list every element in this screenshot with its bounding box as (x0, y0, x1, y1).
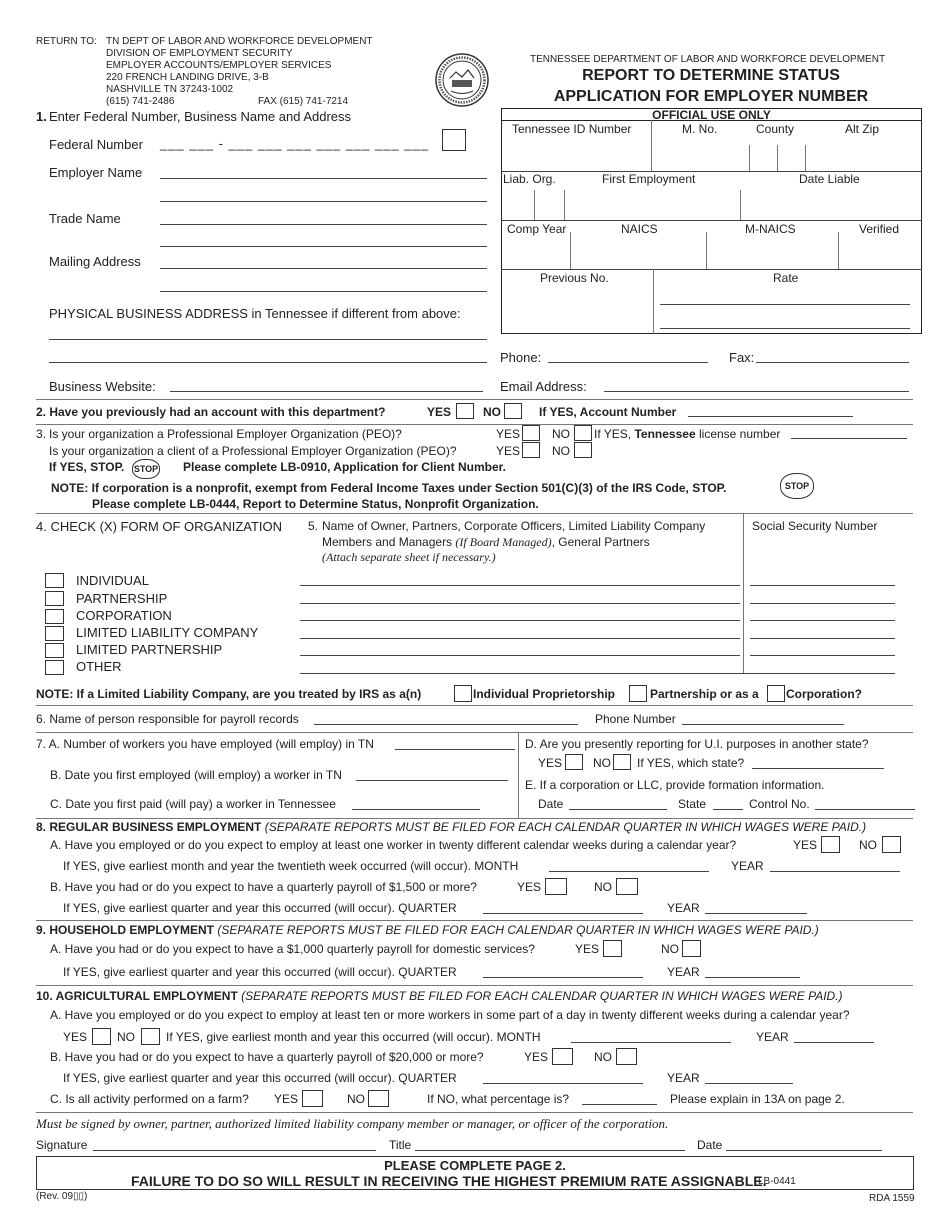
footer-line-2: FAILURE TO DO SO WILL RESULT IN RECEIVING THE HIGHEST PREMIUM RATE ASSIGNABLE. (131, 1173, 767, 1189)
s8a-year-input[interactable] (770, 871, 900, 872)
physical-address-input-2[interactable] (49, 362, 487, 363)
physical-address-label: PHYSICAL BUSINESS ADDRESS in Tennessee if different from above: (49, 306, 461, 321)
employer-name-label: Employer Name (49, 165, 143, 180)
llc-note: NOTE: If a Limited Liability Company, are you treated by IRS as a(n) (36, 687, 422, 701)
trade-name-label: Trade Name (49, 211, 121, 226)
org-other-checkbox[interactable] (45, 660, 64, 675)
s7e-date-input[interactable] (569, 809, 667, 810)
s8b-yes-checkbox[interactable] (545, 878, 567, 895)
s10a-month-label: If YES, give earliest month and year this occurred (will occur). MONTH (166, 1030, 541, 1044)
page-title: REPORT TO DETERMINE STATUS (582, 67, 840, 84)
return-phone: (615) 741-2486 (106, 96, 175, 107)
date-label: Date (697, 1138, 723, 1152)
s3-client-question: Is your organization a client of a Professional Employer Organization (PEO)? (49, 444, 457, 458)
s3-q1-no-label: NO (552, 427, 570, 441)
s10a-no-checkbox[interactable] (141, 1028, 160, 1045)
email-label: Email Address: (500, 379, 587, 394)
s9a-year-input[interactable] (705, 977, 800, 978)
s3-license-input[interactable] (791, 438, 907, 439)
s10c-explain-label: Please explain in 13A on page 2. (670, 1092, 845, 1106)
s9a-quarter-label: If YES, give earliest quarter and year this occurred (will occur). QUARTER (63, 965, 457, 979)
org-lp-checkbox[interactable] (45, 643, 64, 658)
s10c-no-checkbox[interactable] (368, 1090, 389, 1107)
s8a-yes-checkbox[interactable] (821, 836, 840, 853)
s3-note-line-2: Please complete LB-0444, Report to Determine Status, Nonprofit Organization. (92, 497, 539, 511)
s3-stop-text: If YES, STOP. (49, 460, 125, 474)
llc-corporation-checkbox[interactable] (767, 685, 785, 702)
s3-q1-yes-checkbox[interactable] (522, 425, 540, 441)
s3-note-line-1: NOTE: If corporation is a nonprofit, exempt from Federal Income Taxes under Section 501(C)(3) of the IRS Code, STOP. (51, 481, 727, 495)
section-1-number: 1. (36, 109, 47, 124)
s10a-month-input[interactable] (571, 1042, 731, 1043)
ssn-label: Social Security Number (752, 519, 878, 533)
s8a-no-label: NO (859, 838, 877, 852)
title-input[interactable] (415, 1150, 685, 1151)
s3-complete-text: Please complete LB-0910, Application for Client Number. (183, 460, 506, 474)
s7c-label: C. Date you first paid (will pay) a worker in Tennessee (50, 797, 336, 811)
return-line: 220 FRENCH LANDING DRIVE, 3-B (106, 72, 269, 83)
s10c-percentage-label: If NO, what percentage is? (427, 1092, 570, 1106)
s9a-yes-label: YES (575, 942, 600, 956)
org-corporation-label: CORPORATION (76, 608, 172, 623)
owner-name-input-2[interactable] (300, 603, 740, 604)
title-label: Title (389, 1138, 412, 1152)
ssn-input-4[interactable] (750, 638, 895, 639)
section-9-header: 9. HOUSEHOLD EMPLOYMENT (SEPARATE REPORTS MUST BE FILED FOR EACH CALENDAR QUARTER IN WHICH WAGES WERE PAID.) (36, 923, 819, 937)
s8b-quarter-input[interactable] (483, 913, 643, 914)
s9a-question: A. Have you had or do you expect to have a $1,000 quarterly payroll for domestic services? (50, 942, 535, 956)
email-input[interactable] (604, 391, 909, 392)
s10c-yes-checkbox[interactable] (302, 1090, 323, 1107)
naics-label: NAICS (621, 222, 658, 236)
owner-name-input-3[interactable] (300, 620, 740, 621)
s8b-year-input[interactable] (705, 913, 807, 914)
dept-name: TENNESSEE DEPARTMENT OF LABOR AND WORKFORCE DEVELOPMENT (530, 54, 886, 65)
s2-no-label: NO (483, 405, 501, 419)
s7d-yes-label: YES (538, 756, 563, 770)
section-2-question: 2. Have you previously had an account with this department? (36, 405, 386, 419)
llc-individual-label: Individual Proprietorship (473, 687, 616, 701)
tn-id-label: Tennessee ID Number (512, 122, 632, 136)
s8b-no-checkbox[interactable] (616, 878, 638, 895)
s8b-year-label: YEAR (667, 901, 700, 915)
s7b-label: B. Date you first employed (will employ) a worker in TN (50, 768, 342, 782)
s10a-yes-label: YES (63, 1030, 88, 1044)
ssn-input-1[interactable] (750, 585, 895, 586)
official-use-box (501, 108, 922, 334)
s10c-question: C. Is all activity performed on a farm? (50, 1092, 249, 1106)
s9a-quarter-input[interactable] (483, 977, 643, 978)
fax-label: Fax: (729, 350, 755, 365)
ssn-input-3[interactable] (750, 620, 895, 621)
rda-number: RDA 1559 (869, 1193, 915, 1204)
s8b-no-label: NO (594, 880, 612, 894)
section-6-label: 6. Name of person responsible for payroll records (36, 712, 299, 726)
mailing-address-input[interactable] (160, 268, 487, 269)
llc-partnership-label: Partnership or as a (650, 687, 759, 701)
s2-yes-checkbox[interactable] (456, 403, 474, 419)
first-employment-label: First Employment (602, 172, 696, 186)
mailing-address-input-2[interactable] (160, 291, 487, 292)
s7e-label: E. If a corporation or LLC, provide formation information. (525, 778, 825, 792)
s8b-question: B. Have you had or do you expect to have a quarterly payroll of $1,500 or more? (50, 880, 477, 894)
s2-no-checkbox[interactable] (504, 403, 522, 419)
s10a-year-input[interactable] (794, 1042, 874, 1043)
federal-number-label: Federal Number (49, 137, 143, 152)
s7d-no-checkbox[interactable] (613, 754, 631, 770)
s8a-question: A. Have you employed or do you expect to employ at least one worker in twenty different calendar weeks during a calendar year? (50, 838, 737, 852)
s10b-year-label: YEAR (667, 1071, 700, 1085)
s9a-no-label: NO (661, 942, 679, 956)
owner-name-input-1[interactable] (300, 585, 740, 586)
employer-name-input-2[interactable] (160, 201, 487, 202)
s10b-yes-label: YES (524, 1050, 549, 1064)
footer-line-1: PLEASE COMPLETE PAGE 2. (384, 1158, 566, 1173)
s7a-label: 7. A. Number of workers you have employed (will employ) in TN (36, 737, 374, 751)
date-input[interactable] (726, 1150, 882, 1151)
s10b-no-checkbox[interactable] (616, 1048, 637, 1065)
s3-q2-no-checkbox[interactable] (574, 442, 592, 458)
s8b-quarter-label: If YES, give earliest quarter and year this occurred (will occur). QUARTER (63, 901, 457, 915)
s10a-year-label: YEAR (756, 1030, 789, 1044)
signature-note: Must be signed by owner, partner, authorized limited liability company member or manager, or officer of the corporation. (36, 1116, 669, 1131)
return-line: DIVISION OF EMPLOYMENT SECURITY (106, 48, 293, 59)
owner-name-input-4[interactable] (300, 638, 740, 639)
revision-label: (Rev. 09▯▯) (36, 1191, 88, 1202)
return-to-label: RETURN TO: (36, 36, 97, 47)
s9a-no-checkbox[interactable] (682, 940, 701, 957)
s9a-year-label: YEAR (667, 965, 700, 979)
s5-line-3: (Attach separate sheet if necessary.) (322, 550, 496, 564)
s7d-yes-checkbox[interactable] (565, 754, 583, 770)
trade-name-input-2[interactable] (160, 246, 487, 247)
m-naics-label: M-NAICS (745, 222, 796, 236)
fax-input[interactable] (756, 362, 909, 363)
federal-number-input[interactable]: ___ ___ - ___ ___ ___ ___ ___ ___ ___ (160, 136, 430, 151)
physical-address-input[interactable] (49, 339, 487, 340)
org-individual-checkbox[interactable] (45, 573, 64, 588)
s10c-percentage-input[interactable] (582, 1104, 657, 1105)
employer-name-input[interactable] (160, 178, 487, 179)
section-10-header: 10. AGRICULTURAL EMPLOYMENT (SEPARATE REPORTS MUST BE FILED FOR EACH CALENDAR QUARTER IN WHICH WAGES WERE PAID.) (36, 989, 843, 1003)
s10b-question: B. Have you had or do you expect to have a quarterly payroll of $20,000 or more? (50, 1050, 484, 1064)
section-4-title: 4. CHECK (X) FORM OF ORGANIZATION (36, 519, 283, 534)
s7a-input[interactable] (395, 749, 515, 750)
s7e-state-input[interactable] (713, 809, 743, 810)
signature-label: Signature (36, 1138, 88, 1152)
alt-zip-label: Alt Zip (845, 122, 880, 136)
org-corporation-checkbox[interactable] (45, 609, 64, 624)
s3-q1-no-checkbox[interactable] (574, 425, 592, 441)
s10a-yes-checkbox[interactable] (92, 1028, 111, 1045)
org-partnership-checkbox[interactable] (45, 591, 64, 606)
county-label: County (756, 122, 795, 136)
date-liable-label: Date Liable (799, 172, 860, 186)
s7c-input[interactable] (352, 809, 480, 810)
org-llc-label: LIMITED LIABILITY COMPANY (76, 625, 259, 640)
s8a-yes-label: YES (793, 838, 818, 852)
s7e-control-input[interactable] (815, 809, 915, 810)
return-fax: FAX (615) 741-7214 (258, 96, 349, 107)
s2-account-label: If YES, Account Number (539, 405, 677, 419)
org-other-label: OTHER (76, 659, 122, 674)
s10c-yes-label: YES (274, 1092, 299, 1106)
s7e-control-label: Control No. (749, 797, 810, 811)
s10b-quarter-input[interactable] (483, 1083, 643, 1084)
page-subtitle: APPLICATION FOR EMPLOYER NUMBER (553, 88, 869, 105)
return-line: NASHVILLE TN 37243-1002 (106, 84, 234, 95)
state-seal-icon (432, 52, 492, 108)
return-line: EMPLOYER ACCOUNTS/EMPLOYER SERVICES (106, 60, 332, 71)
owner-name-input-5[interactable] (300, 655, 740, 656)
phone-label: Phone: (500, 350, 542, 365)
s5-line-1: Name of Owner, Partners, Corporate Officers, Limited Liability Company (322, 519, 706, 533)
s8a-year-label: YEAR (731, 859, 764, 873)
s10b-no-label: NO (594, 1050, 612, 1064)
section-5-number: 5. (308, 519, 319, 533)
liab-org-label: Liab. Org. (503, 172, 556, 186)
s7e-date-label: Date (538, 797, 564, 811)
org-lp-label: LIMITED PARTNERSHIP (76, 642, 223, 657)
section-3-number: 3. (36, 427, 47, 441)
s6-phone-input[interactable] (682, 724, 844, 725)
comp-year-label: Comp Year (507, 222, 567, 236)
s3-license-label: If YES, Tennessee license number (594, 427, 781, 441)
s10b-yes-checkbox[interactable] (552, 1048, 573, 1065)
previous-no-label: Previous No. (540, 271, 609, 285)
website-input[interactable] (170, 391, 483, 392)
org-individual-label: INDIVIDUAL (76, 573, 149, 588)
section-8-header: 8. REGULAR BUSINESS EMPLOYMENT (SEPARATE REPORTS MUST BE FILED FOR EACH CALENDAR QUARTER IN WHICH WAGES WERE PAID.) (36, 820, 867, 834)
signature-input[interactable] (93, 1150, 376, 1151)
stop-sign-icon-2: STOP (780, 473, 814, 499)
s3-q2-no-label: NO (552, 444, 570, 458)
s9a-yes-checkbox[interactable] (603, 940, 622, 957)
s3-q1-yes-label: YES (496, 427, 521, 441)
s10b-year-input[interactable] (705, 1083, 793, 1084)
ssn-input-5[interactable] (750, 655, 895, 656)
s10b-quarter-label: If YES, give earliest quarter and year this occurred (will occur). QUARTER (63, 1071, 457, 1085)
s2-account-input[interactable] (688, 416, 853, 417)
official-use-title: OFFICIAL USE ONLY (652, 108, 771, 122)
s7d-which-label: If YES, which state? (637, 756, 745, 770)
s3-q2-yes-checkbox[interactable] (522, 442, 540, 458)
s7d-no-label: NO (593, 756, 611, 770)
s5-line-2: Members and Managers (If Board Managed), General Partners (322, 535, 650, 549)
s3-peo-question: Is your organization a Professional Employer Organization (PEO)? (49, 427, 402, 441)
s6-phone-label: Phone Number (595, 712, 676, 726)
section-1-title: Enter Federal Number, Business Name and Address (49, 109, 352, 124)
llc-individual-checkbox[interactable] (454, 685, 472, 702)
payroll-person-input[interactable] (314, 724, 578, 725)
federal-number-box[interactable] (442, 129, 466, 151)
s7d-which-input[interactable] (752, 768, 884, 769)
s8a-month-input[interactable] (549, 871, 709, 872)
llc-corporation-label: Corporation? (786, 687, 862, 701)
org-llc-checkbox[interactable] (45, 626, 64, 641)
s7e-state-label: State (678, 797, 707, 811)
llc-partnership-checkbox[interactable] (629, 685, 647, 702)
s2-yes-label: YES (427, 405, 452, 419)
form-number: LB-0441 (758, 1176, 796, 1187)
m-no-label: M. No. (682, 122, 718, 136)
s8b-yes-label: YES (517, 880, 542, 894)
mailing-address-label: Mailing Address (49, 254, 141, 269)
s7b-input[interactable] (356, 780, 508, 781)
org-partnership-label: PARTNERSHIP (76, 591, 168, 606)
s10a-question: A. Have you employed or do you expect to employ at least ten or more workers in some part of a day in twenty different weeks during a calendar year? (50, 1008, 850, 1022)
trade-name-input[interactable] (160, 224, 487, 225)
ssn-input-2[interactable] (750, 603, 895, 604)
s7d-label: D. Are you presently reporting for U.I. purposes in another state? (525, 737, 869, 751)
s10c-no-label: NO (347, 1092, 365, 1106)
s10a-no-label: NO (117, 1030, 135, 1044)
return-line: TN DEPT OF LABOR AND WORKFORCE DEVELOPMENT (106, 36, 373, 47)
s8a-no-checkbox[interactable] (882, 836, 901, 853)
stop-sign-icon: STOP (132, 459, 160, 479)
rate-label: Rate (773, 271, 799, 285)
phone-input[interactable] (548, 362, 708, 363)
owner-name-input-6[interactable] (300, 673, 895, 674)
s3-q2-yes-label: YES (496, 444, 521, 458)
website-label: Business Website: (49, 379, 156, 394)
s8a-month-label: If YES, give earliest month and year the twentieth week occurred (will occur). MONTH (63, 859, 519, 873)
verified-label: Verified (859, 222, 900, 236)
